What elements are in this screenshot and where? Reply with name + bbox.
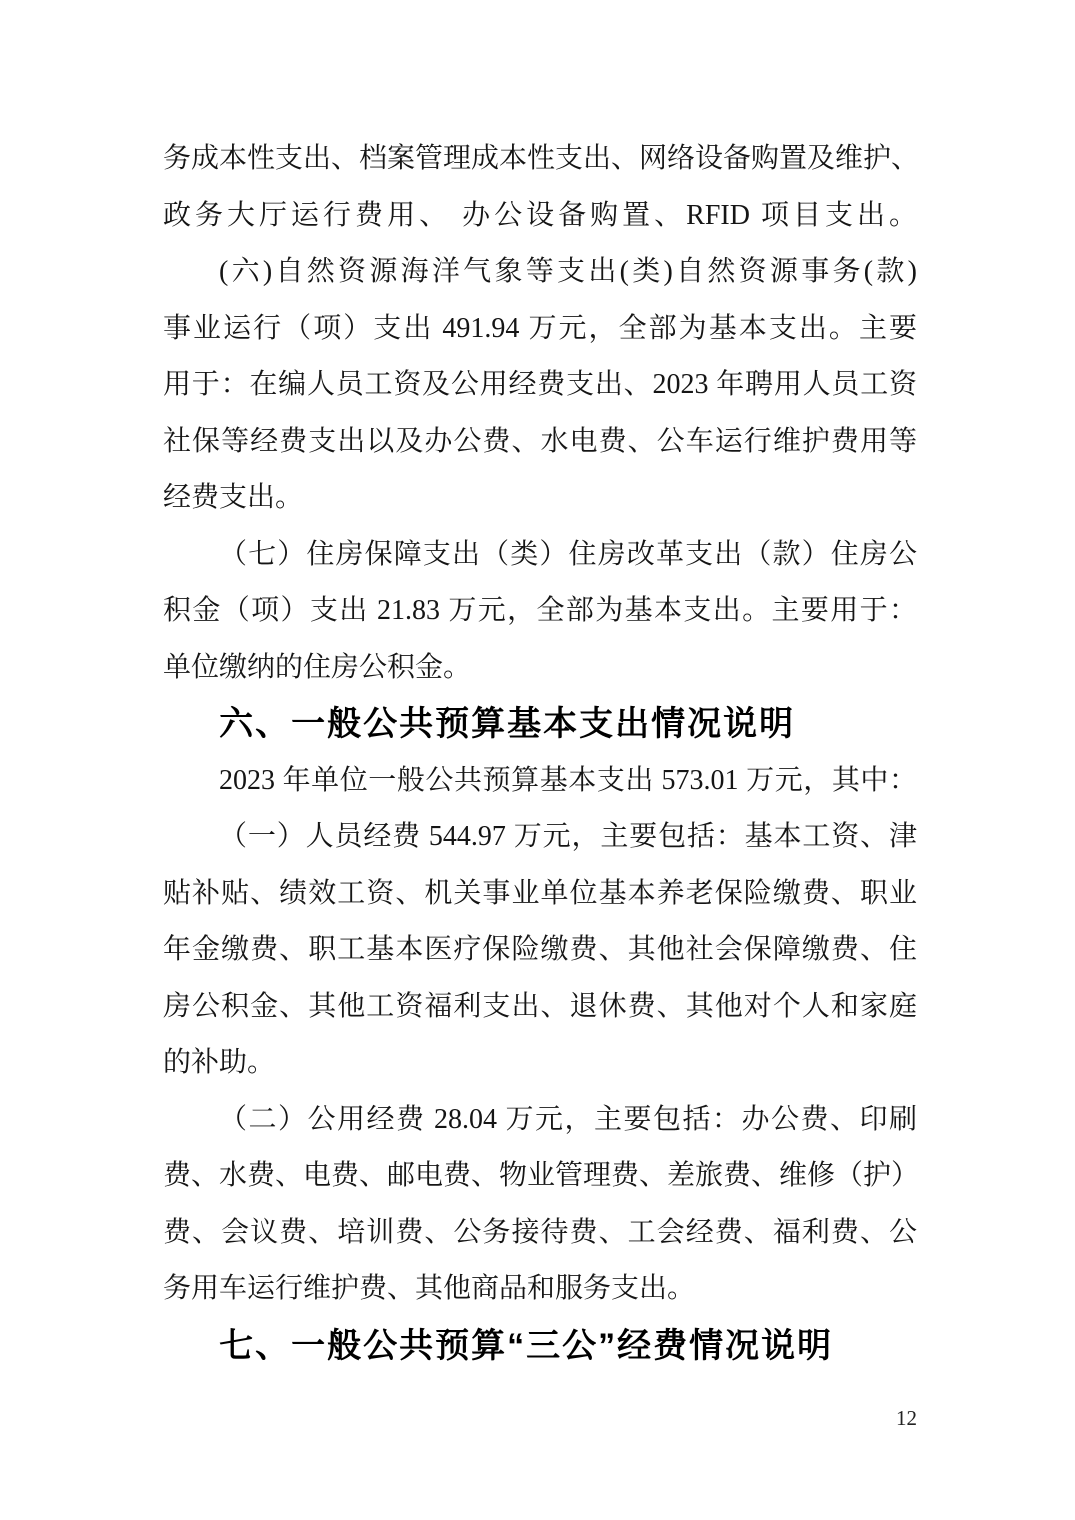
section-heading (163, 696, 917, 753)
paragraph (163, 1092, 920, 1318)
text-line: 六、一般公共预算基本支出情况说明 (219, 705, 796, 743)
text-line: 事业运行（项）支出 491.94 万元，全部为基本支出。主要 (163, 312, 917, 344)
text-line: (六)自然资源海洋气象等支出(类)自然资源事务(款) (219, 256, 917, 287)
text-line: 用于：在编人员工资及公用经费支出、2023 年聘用人员工资 (163, 369, 917, 400)
text-line: 经费支出。 (163, 482, 304, 513)
page-number: 12 (896, 1406, 917, 1430)
text-line: （七）住房保障支出（类）住房改革支出（款）住房公 (219, 538, 917, 570)
paragraph (163, 809, 917, 1092)
paragraph (163, 244, 917, 527)
text-line: 政务大厅运行费用、 办公设备购置、RFID 项目支出。 (163, 199, 917, 231)
paragraph (163, 131, 920, 244)
document-content (163, 131, 920, 1374)
text-line: 的补助。 (163, 1047, 276, 1078)
text-line: 年金缴费、职工基本医疗保险缴费、其他社会保障缴费、住 (163, 934, 917, 965)
section-heading (163, 1318, 917, 1375)
text-line: 务成本性支出、档案管理成本性支出、网络设备购置及维护、 (163, 143, 920, 174)
paragraph (163, 753, 917, 810)
text-line: （一）人员经费 544.97 万元，主要包括：基本工资、津 (219, 821, 917, 852)
text-line: 单位缴纳的住房公积金。 (163, 651, 472, 683)
text-line: 2023 年单位一般公共预算基本支出 573.01 万元，其中： (219, 764, 917, 796)
text-line: （二）公用经费 28.04 万元，主要包括：办公费、印刷 (219, 1103, 917, 1135)
text-line: 七、一般公共预算“三公”经费情况说明 (219, 1326, 834, 1365)
text-line: 贴补贴、绩效工资、机关事业单位基本养老保险缴费、职业 (163, 877, 917, 909)
text-line: 费、会议费、培训费、公务接待费、工会经费、福利费、公 (163, 1216, 917, 1248)
text-line: 积金（项）支出 21.83 万元，全部为基本支出。主要用于： (163, 595, 917, 626)
text-line: 务用车运行维护费、其他商品和服务支出。 (163, 1273, 696, 1304)
text-line: 社保等经费支出以及办公费、水电费、公车运行维护费用等 (163, 425, 917, 457)
paragraph (163, 527, 917, 697)
text-line: 费、水费、电费、邮电费、物业管理费、差旅费、维修（护） (163, 1160, 920, 1191)
text-line: 房公积金、其他工资福利支出、退休费、其他对个人和家庭 (163, 990, 917, 1022)
